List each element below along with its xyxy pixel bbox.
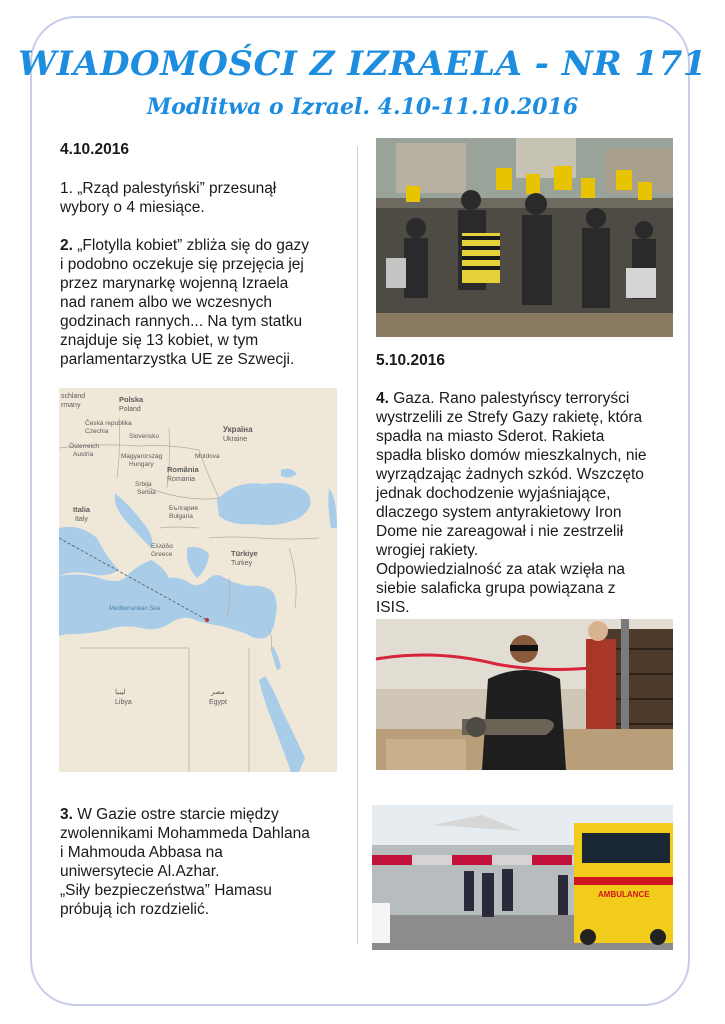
news-item-3-line: 3. W Gazie ostre starcie między xyxy=(60,806,279,823)
map-label-austria-en: Austria xyxy=(73,451,94,458)
news-item-2-line: znajduje się 13 kobiet, w tym xyxy=(60,332,259,349)
news-item-1-line: wybory o 4 miesiące. xyxy=(60,199,205,216)
map-label-romania: România xyxy=(167,465,199,474)
page-title: WIADOMOŚCI Z IZRAELA - NR 171 xyxy=(18,44,707,84)
news-item-4 xyxy=(376,389,647,617)
news-item-1 xyxy=(60,179,276,217)
map-label-germany: schland xyxy=(61,393,86,400)
map-label-czech: Česká republika xyxy=(85,420,132,427)
news-item-4-line: wyrządzając żadnych szkód. Wszczęto xyxy=(376,466,644,483)
date-heading-right: 5.10.2016 xyxy=(376,352,445,369)
map-label-italy: Italy xyxy=(75,516,88,523)
photo-crowd-clash xyxy=(376,138,673,337)
news-item-2-line: 2. „Flotylla kobiet” zbliża się do gazy xyxy=(60,237,309,254)
map-label-ukraine-en: Ukraine xyxy=(223,436,248,443)
news-item-3-line: zwolennikami Mohammeda Dahlana xyxy=(60,825,310,842)
map-image xyxy=(59,388,337,772)
map-label-mediterranean: Mediterranean Sea xyxy=(109,606,161,612)
map-label-greece: Ελλάδα xyxy=(151,543,173,550)
photo-ambulance-scene xyxy=(372,805,673,950)
news-item-2-line: przez marynarkę wojenną Izraela xyxy=(60,275,289,292)
news-item-4-line: wystrzelili ze Strefy Gazy rakietę, która xyxy=(376,409,643,426)
map-svg xyxy=(59,388,337,772)
news-item-2-line: godzinach rannych... Na tym statku xyxy=(60,313,303,330)
news-item-3-line: uniwersytecie Al.Azhar. xyxy=(60,863,220,880)
map-label-ukraine: Україна xyxy=(223,425,253,434)
news-item-4-line: siebie salaficka grupa powiązana z xyxy=(376,580,616,597)
news-item-2-line: parlamentarzystka UE ze Szwecji. xyxy=(60,351,295,368)
map-label-germany-en: rmany xyxy=(61,402,81,409)
map-label-romania-en: Romania xyxy=(167,476,196,483)
map-label-serbia-en: Serbia xyxy=(137,489,156,496)
map-label-poland: Polska xyxy=(119,395,144,404)
map-label-hungary: Magyarország xyxy=(121,453,163,460)
news-item-4-number: 4. xyxy=(376,390,389,407)
page-subtitle: Modlitwa o Izrael. 4.10-11.10.2016 xyxy=(146,94,579,120)
news-item-4-line: jednak dochodzenie wyjaśniające, xyxy=(376,485,611,502)
map-label-greece-en: Greece xyxy=(151,551,173,558)
news-item-4-line: 4. Gaza. Rano palestyńscy terroryści xyxy=(376,390,630,407)
map-label-slovakia: Slovensko xyxy=(129,433,159,440)
map-label-egypt-ar: مصر xyxy=(211,689,225,696)
column-divider xyxy=(357,146,358,944)
map-label-bulgaria-en: Bulgaria xyxy=(169,513,193,520)
news-item-4-line: Dome nie zareagował i nie zestrzelił xyxy=(376,523,624,540)
map-label-italia: Italia xyxy=(73,505,91,514)
news-item-3-number: 3. xyxy=(60,806,73,823)
map-label-turkiye: Türkiye xyxy=(231,549,258,558)
news-item-3-line: próbują ich rozdzielić. xyxy=(60,901,210,918)
news-item-3-line: „Siły bezpieczeństwa” Hamasu xyxy=(60,882,272,899)
news-item-3 xyxy=(60,805,310,919)
map-label-libya-ar: ليبيا xyxy=(115,689,126,696)
news-item-4-line: spadła blisko domów mieszkalnych, nie xyxy=(376,447,647,464)
map-label-turkey: Turkey xyxy=(231,560,253,567)
news-item-4-line: dlaczego system antyrakietowy Iron xyxy=(376,504,622,521)
news-item-4-line: spadła na miasto Sderot. Rakieta xyxy=(376,428,605,445)
map-label-poland-en: Poland xyxy=(119,406,141,413)
news-item-4-line: wrogiej rakiety. xyxy=(376,542,479,559)
news-item-2-line: i podobno oczekuje się przejęcia jej xyxy=(60,256,304,273)
news-item-1-number: 1. xyxy=(60,180,73,197)
map-label-libya: Libya xyxy=(115,699,132,706)
news-item-2-number: 2. xyxy=(60,237,73,254)
photo-rocket-remains xyxy=(376,619,673,770)
map-label-serbia: Srbija xyxy=(135,481,152,488)
news-item-4-line: Odpowiedzialność za atak wzięła na xyxy=(376,561,625,578)
map-label-czech-en: Czechia xyxy=(85,428,109,435)
map-label-moldova: Moldova xyxy=(195,453,220,460)
news-item-1-line: 1. „Rząd palestyński” przesunął xyxy=(60,180,277,197)
news-item-2-line: nad ranem albo we wczesnych xyxy=(60,294,272,311)
map-label-egypt: Egypt xyxy=(209,699,227,706)
news-item-3-line: i Mahmouda Abbasa na xyxy=(60,844,223,861)
date-heading-left: 4.10.2016 xyxy=(60,141,129,158)
map-label-austria: Österreich xyxy=(69,443,99,450)
ambulance-text: AMBULANCE xyxy=(598,890,650,899)
news-item-2 xyxy=(60,236,309,369)
map-label-bulgaria: България xyxy=(169,505,198,512)
news-item-4-line: ISIS. xyxy=(376,599,410,616)
map-label-hungary-en: Hungary xyxy=(129,461,154,468)
